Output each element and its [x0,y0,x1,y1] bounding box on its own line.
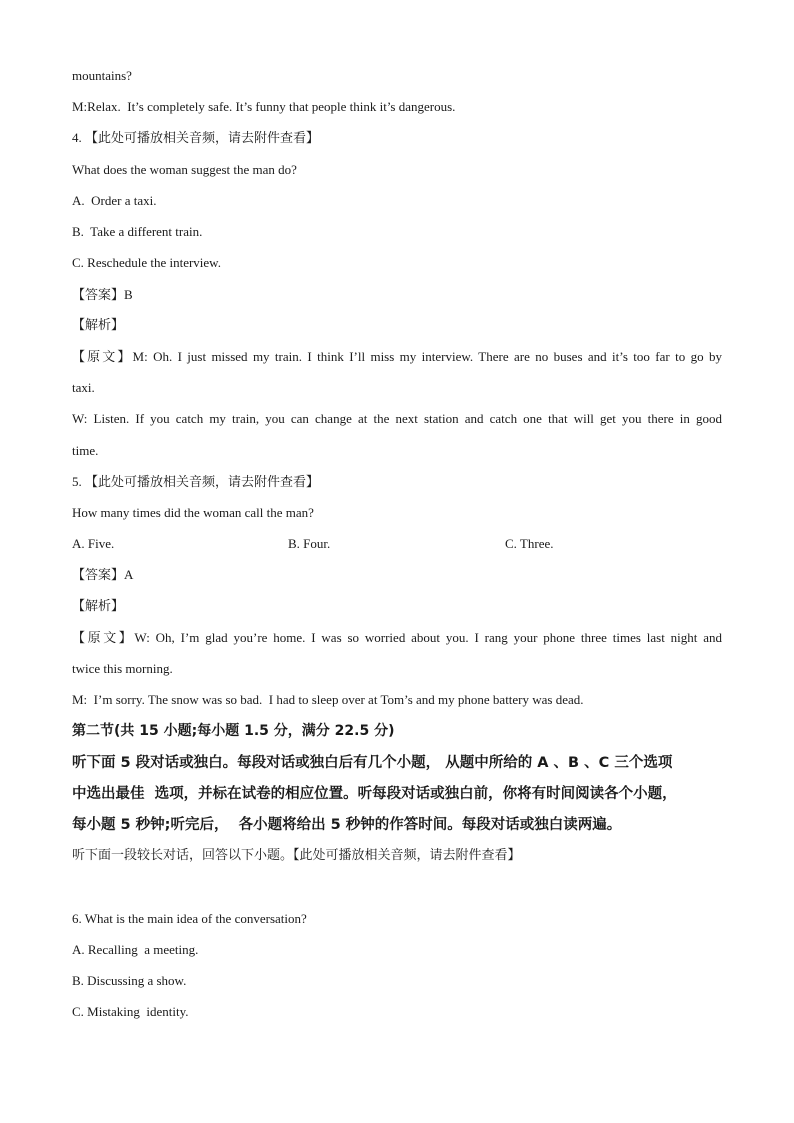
transcript-line: M: I’m sorry. The snow was so bad. I had to sleep over at Tom’s and my phone battery was dead. [72,692,584,707]
option-a: A. Five. [72,536,115,551]
transcript-text: M: Oh. I just missed my train. I think I’ll miss my interview. There are no buses and it’s too far to go by [132,349,722,364]
option-b: B. Discussing a show. [72,973,187,988]
transcript-line: taxi. [72,380,95,395]
dialogue-line: M:Relax. It’s completely safe. It’s funny that people think it’s dangerous. [72,99,456,114]
transcript-line [72,629,722,648]
answer-label: 【答案】 [72,568,125,583]
option-b: B. Four. [288,536,331,551]
question-6-text: 6. What is the main idea of the conversation? [72,911,307,926]
option-c: C. Three. [505,536,554,551]
transcript-text: W: Oh, I’m glad you’re home. I was so worried about you. I rang your phone three times last night and [134,630,722,645]
answer-line [72,566,133,585]
question-4-text: What does the woman suggest the man do? [72,162,297,177]
audio-attachment-link[interactable]: 【此处可播放相关音频，请去附件查看】 [85,131,320,146]
question-number: 4. [72,130,82,145]
transcript-line: W: Listen. If you catch my train, you can change at the next station and catch one that will get you there in good [72,411,722,426]
question-4-header [72,129,319,148]
answer-line [72,286,133,305]
transcript-line [72,348,722,367]
audio-attachment-link[interactable]: 听下面一段较长对话，回答以下小题。【此处可播放相关音频，请去附件查看】 [72,848,521,863]
section-2-instruction: 中选出最佳 选项，并标在试卷的相应位置。听每段对话或独白前，你将有时间阅读各个小题， [72,786,677,802]
answer-value: A [124,567,134,582]
dialogue-line: mountains? [72,68,132,83]
option-c: C. Reschedule the interview. [72,255,221,270]
analysis-label: 【解析】 [72,318,125,333]
option-a: A. Recalling a meeting. [72,942,199,957]
transcript-line: twice this morning. [72,661,173,676]
question-5-text: How many times did the woman call the man? [72,505,314,520]
question-5-header [72,473,319,492]
section-2-instruction: 每小题 5 秒钟;听完后， 各小题将给出 5 秒钟的作答时间。每段对话或独白读两遍。 [72,817,622,833]
question-number: 5. [72,474,82,489]
option-b: B. Take a different train. [72,224,203,239]
transcript-label: 【原文】 [72,631,135,646]
answer-label: 【答案】 [72,288,125,303]
analysis-label: 【解析】 [72,599,125,614]
answer-value: B [124,287,133,302]
transcript-label: 【原文】 [72,350,133,365]
option-c: C. Mistaking identity. [72,1004,189,1019]
section-2-instruction: 听下面 5 段对话或独白。每段对话或独白后有几个小题， 从题中所给的 A 、B 、C 三个选项 [72,755,673,771]
options-row [72,535,722,553]
option-a: A. Order a taxi. [72,193,157,208]
audio-attachment-link[interactable]: 【此处可播放相关音频，请去附件查看】 [85,475,320,490]
section-2-title: 第二节(共 15 小题;每小题 1.5 分，满分 22.5 分) [72,723,395,739]
transcript-line: time. [72,443,99,458]
